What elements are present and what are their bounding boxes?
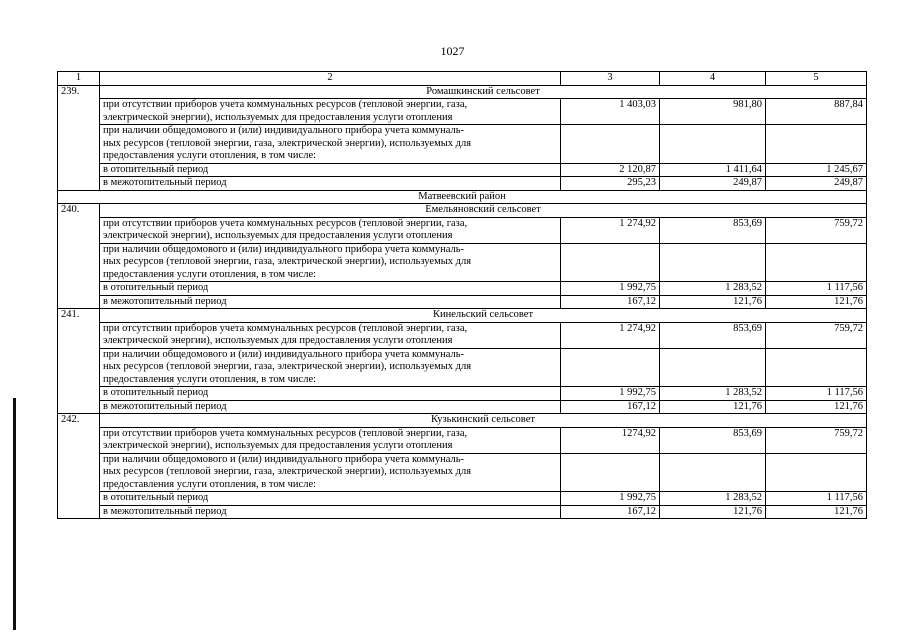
period-label: в межотопительный период [100,295,561,309]
header-col-5: 5 [766,72,867,86]
settlement-name: Кузькинский сельсовет [100,414,867,428]
description-line: электрической энергии), используемых для предоставления услуги отопления [103,335,453,346]
row-number: 241. [58,309,100,414]
description-line: предоставления услуги отопления, в том числе: [103,268,317,280]
header-col-2: 2 [100,72,561,86]
period-label: в отопительный период [100,282,561,296]
value-cell: 1 117,56 [766,282,867,296]
settlement-row [58,204,867,218]
empty-value-cell [561,243,660,282]
value-cell: 1 283,52 [660,492,766,506]
value-cell: 1 992,75 [561,282,660,296]
header-row [58,72,867,86]
with-meter-row [58,243,867,282]
value-cell: 121,76 [766,505,867,519]
settlement-row [58,414,867,428]
empty-value-cell [660,348,766,387]
empty-value-cell [561,125,660,164]
no-meter-row [58,217,867,243]
empty-value-cell [766,125,867,164]
value-cell: 1 992,75 [561,387,660,401]
period-label: в отопительный период [100,387,561,401]
header-col-3: 3 [561,72,660,86]
period-label: в отопительный период [100,163,561,177]
description-line: при отсутствии приборов учета коммунальных ресурсов (тепловой энергии, газа, [103,99,468,110]
header-col-1: 1 [58,72,100,86]
period-label: в межотопительный период [100,400,561,414]
description-line: ных ресурсов (тепловой энергии, газа, электрической энергии), используемых для [103,361,472,372]
empty-value-cell [660,243,766,282]
settlement-row [58,85,867,99]
value-cell: 2 120,87 [561,163,660,177]
header-col-4: 4 [660,72,766,86]
settlement-name: Кинельский сельсовет [100,309,867,323]
value-cell: 121,76 [660,400,766,414]
heating-period-row [58,163,867,177]
value-cell: 981,80 [660,99,766,125]
no-meter-description [100,322,561,348]
settlement-name: Емельяновский сельсовет [100,204,867,218]
value-cell: 167,12 [561,295,660,309]
offseason-period-row [58,505,867,519]
with-meter-row [58,348,867,387]
with-meter-description [100,125,561,164]
value-cell: 1 411,64 [660,163,766,177]
district-row [58,190,867,204]
description-line: ных ресурсов (тепловой энергии, газа, электрической энергии), используемых для [103,256,472,267]
with-meter-row [58,453,867,492]
heating-period-row [58,492,867,506]
description-line: электрической энергии), используемых для предоставления услуги отопления [103,230,453,241]
period-label: в межотопительный период [100,505,561,519]
empty-value-cell [766,243,867,282]
description-line: при наличии общедомового и (или) индивидуального прибора учета коммуналь- [103,125,465,136]
value-cell: 1 274,92 [561,322,660,348]
row-number: 239. [58,85,100,190]
no-meter-row [58,322,867,348]
value-cell: 121,76 [766,295,867,309]
period-label: в межотопительный период [100,177,561,191]
value-cell: 759,72 [766,217,867,243]
with-meter-description [100,453,561,492]
settlement-name: Ромашкинский сельсовет [100,85,867,99]
value-cell: 1 245,67 [766,163,867,177]
value-cell: 1 117,56 [766,492,867,506]
value-cell: 853,69 [660,322,766,348]
empty-value-cell [660,453,766,492]
description-line: предоставления услуги отопления, в том числе: [103,373,317,385]
period-label: в отопительный период [100,492,561,506]
description-line: электрической энергии), используемых для предоставления услуги отопления [103,440,453,451]
value-cell: 759,72 [766,322,867,348]
value-cell: 295,23 [561,177,660,191]
description-line: при наличии общедомового и (или) индивидуального прибора учета коммуналь- [103,348,465,360]
heating-period-row [58,387,867,401]
row-number: 240. [58,204,100,309]
description-line: предоставления услуги отопления, в том числе: [103,150,317,161]
settlement-row [58,309,867,323]
value-cell: 853,69 [660,427,766,453]
description-line: ных ресурсов (тепловой энергии, газа, электрической энергии), используемых для [103,137,472,149]
scan-edge-mark [13,398,16,630]
description-line: ных ресурсов (тепловой энергии, газа, электрической энергии), используемых для [103,466,472,477]
value-cell: 121,76 [660,505,766,519]
with-meter-description [100,348,561,387]
description-line: при отсутствии приборов учета коммунальных ресурсов (тепловой энергии, газа, [103,427,468,439]
value-cell: 167,12 [561,400,660,414]
value-cell: 1 283,52 [660,387,766,401]
page-number: 1027 [440,44,465,58]
tariff-table [57,71,867,519]
description-line: при наличии общедомового и (или) индивидуального прибора учета коммуналь- [103,243,465,255]
value-cell: 249,87 [660,177,766,191]
value-cell: 1 283,52 [660,282,766,296]
value-cell: 121,76 [660,295,766,309]
value-cell: 1274,92 [561,427,660,453]
description-line: при отсутствии приборов учета коммунальных ресурсов (тепловой энергии, газа, [103,217,468,229]
empty-value-cell [766,453,867,492]
district-name: Матвеевский район [58,190,867,204]
no-meter-description [100,99,561,125]
value-cell: 167,12 [561,505,660,519]
empty-value-cell [561,453,660,492]
offseason-period-row [58,400,867,414]
empty-value-cell [561,348,660,387]
value-cell: 759,72 [766,427,867,453]
value-cell: 853,69 [660,217,766,243]
value-cell: 1 117,56 [766,387,867,401]
heating-period-row [58,282,867,296]
no-meter-description [100,217,561,243]
empty-value-cell [766,348,867,387]
with-meter-description [100,243,561,282]
offseason-period-row [58,295,867,309]
offseason-period-row [58,177,867,191]
no-meter-row [58,99,867,125]
value-cell: 887,84 [766,99,867,125]
description-line: предоставления услуги отопления, в том числе: [103,478,317,490]
no-meter-description [100,427,561,453]
description-line: при отсутствии приборов учета коммунальных ресурсов (тепловой энергии, газа, [103,322,468,334]
value-cell: 1 403,03 [561,99,660,125]
no-meter-row [58,427,867,453]
value-cell: 1 992,75 [561,492,660,506]
value-cell: 1 274,92 [561,217,660,243]
empty-value-cell [660,125,766,164]
value-cell: 121,76 [766,400,867,414]
with-meter-row [58,125,867,164]
table-body [58,72,867,519]
value-cell: 249,87 [766,177,867,191]
row-number: 242. [58,414,100,519]
description-line: электрической энергии), используемых для предоставления услуги отопления [103,111,453,123]
description-line: при наличии общедомового и (или) индивидуального прибора учета коммуналь- [103,453,465,465]
